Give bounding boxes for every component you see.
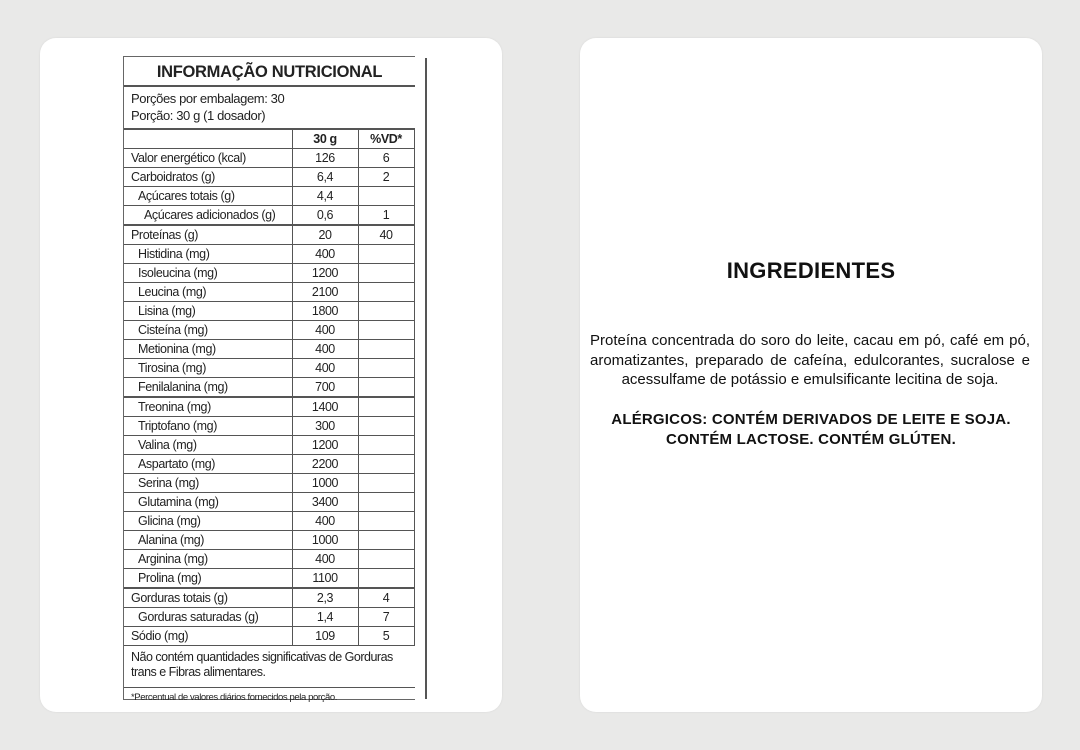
nutrient-daily-value xyxy=(358,474,414,493)
nutrient-daily-value xyxy=(358,378,414,398)
nutrient-daily-value xyxy=(358,436,414,455)
header-amount: 30 g xyxy=(292,130,358,149)
nutrient-daily-value xyxy=(358,550,414,569)
nutrition-table xyxy=(124,130,415,646)
nutrient-amount: 2100 xyxy=(292,283,358,302)
nutrient-name: Triptofano (mg) xyxy=(124,417,292,436)
table-row xyxy=(124,417,414,436)
nutrient-name: Serina (mg) xyxy=(124,474,292,493)
nutrient-daily-value xyxy=(358,264,414,283)
allergen-warning: ALÉRGICOS: CONTÉM DERIVADOS DE LEITE E SOJA. CONTÉM LACTOSE. CONTÉM GLÚTEN. xyxy=(611,411,1011,448)
nutrient-name: Tirosina (mg) xyxy=(124,359,292,378)
nutrient-name: Prolina (mg) xyxy=(124,569,292,589)
table-row xyxy=(124,531,414,550)
nutrient-daily-value xyxy=(358,493,414,512)
nutrient-name: Valina (mg) xyxy=(124,436,292,455)
nutrient-name: Lisina (mg) xyxy=(124,302,292,321)
nutrient-amount: 20 xyxy=(292,225,358,245)
nutrient-name: Gorduras saturadas (g) xyxy=(124,608,292,627)
daily-value-note: *Percentual de valores diários fornecidos pela porção. xyxy=(131,692,338,703)
nutrient-name: Arginina (mg) xyxy=(124,550,292,569)
table-row xyxy=(124,264,414,283)
nutrient-amount: 4,4 xyxy=(292,187,358,206)
header-daily-value: %VD* xyxy=(358,130,414,149)
nutrient-amount: 1400 xyxy=(292,397,358,417)
table-row xyxy=(124,149,414,168)
table-row xyxy=(124,512,414,531)
nutrient-amount: 1100 xyxy=(292,569,358,589)
nutrient-amount: 700 xyxy=(292,378,358,398)
table-header-row xyxy=(124,130,414,149)
table-row xyxy=(124,474,414,493)
nutrient-name: Cisteína (mg) xyxy=(124,321,292,340)
nutrient-name: Metionina (mg) xyxy=(124,340,292,359)
nutrient-daily-value: 2 xyxy=(358,168,414,187)
ingredients-title: INGREDIENTES xyxy=(726,258,896,283)
nutrition-title: INFORMAÇÃO NUTRICIONAL xyxy=(124,57,415,87)
nutrient-amount: 3400 xyxy=(292,493,358,512)
nutrient-amount: 2,3 xyxy=(292,588,358,608)
nutrient-name: Alanina (mg) xyxy=(124,531,292,550)
nutrient-daily-value xyxy=(358,455,414,474)
nutrient-amount: 6,4 xyxy=(292,168,358,187)
nutrient-name: Glicina (mg) xyxy=(124,512,292,531)
servings-per-package: Porções por embalagem: 30 xyxy=(131,91,285,106)
nutrient-name: Aspartato (mg) xyxy=(124,455,292,474)
nutrient-amount: 1000 xyxy=(292,474,358,493)
table-row xyxy=(124,283,414,302)
serving-size: Porção: 30 g (1 dosador) xyxy=(131,108,266,123)
nutrient-name: Proteínas (g) xyxy=(124,225,292,245)
nutrient-daily-value xyxy=(358,417,414,436)
nutrient-name: Carboidratos (g) xyxy=(124,168,292,187)
nutrient-name: Histidina (mg) xyxy=(124,245,292,264)
table-row xyxy=(124,397,414,417)
table-row xyxy=(124,627,414,646)
table-row xyxy=(124,206,414,226)
nutrient-name: Fenilalanina (mg) xyxy=(124,378,292,398)
nutrient-daily-value: 6 xyxy=(358,149,414,168)
nutrient-amount: 400 xyxy=(292,340,358,359)
nutrient-amount: 1800 xyxy=(292,302,358,321)
nutrient-name: Valor energético (kcal) xyxy=(124,149,292,168)
nutrient-name: Glutamina (mg) xyxy=(124,493,292,512)
table-row xyxy=(124,225,414,245)
table-row xyxy=(124,359,414,378)
table-row xyxy=(124,245,414,264)
nutrient-name: Açúcares adicionados (g) xyxy=(124,206,292,226)
nutrient-daily-value xyxy=(358,569,414,589)
nutrient-amount: 126 xyxy=(292,149,358,168)
nutrient-amount: 400 xyxy=(292,321,358,340)
ingredients-text: Proteína concentrada do soro do leite, cacau em pó, café em pó, aromatizantes, preparado de cafeína, edulcorantes, sucralose e acessulfame de potássio e emulsificante lecitina de soja. xyxy=(590,332,1030,388)
nutrient-amount: 400 xyxy=(292,550,358,569)
table-row xyxy=(124,436,414,455)
nutrient-daily-value xyxy=(358,512,414,531)
nutrient-amount: 400 xyxy=(292,359,358,378)
nutrient-daily-value xyxy=(358,302,414,321)
nutrient-amount: 400 xyxy=(292,512,358,531)
table-row xyxy=(124,588,414,608)
nutrient-daily-value: 40 xyxy=(358,225,414,245)
nutrient-name: Sódio (mg) xyxy=(124,627,292,646)
nutrient-amount: 400 xyxy=(292,245,358,264)
nutrient-daily-value xyxy=(358,187,414,206)
header-blank xyxy=(124,130,292,149)
nutrition-facts-label xyxy=(123,56,415,703)
table-row xyxy=(124,608,414,627)
nutrient-amount: 300 xyxy=(292,417,358,436)
ingredients-card xyxy=(580,38,1042,712)
nutrient-amount: 1000 xyxy=(292,531,358,550)
nutrient-daily-value xyxy=(358,397,414,417)
nutrient-amount: 109 xyxy=(292,627,358,646)
nutrient-name: Isoleucina (mg) xyxy=(124,264,292,283)
nutrient-daily-value: 5 xyxy=(358,627,414,646)
nutrient-amount: 1200 xyxy=(292,436,358,455)
table-row xyxy=(124,378,414,398)
nutrient-amount: 1200 xyxy=(292,264,358,283)
table-row xyxy=(124,321,414,340)
nutrient-name: Gorduras totais (g) xyxy=(124,588,292,608)
nutrient-daily-value: 7 xyxy=(358,608,414,627)
nutrient-daily-value: 4 xyxy=(358,588,414,608)
nutrient-daily-value xyxy=(358,531,414,550)
table-row xyxy=(124,340,414,359)
label-right-border xyxy=(425,58,427,699)
nutrient-name: Treonina (mg) xyxy=(124,397,292,417)
nutrient-daily-value xyxy=(358,359,414,378)
nutrient-daily-value: 1 xyxy=(358,206,414,226)
nutrient-amount: 2200 xyxy=(292,455,358,474)
nutrient-name: Leucina (mg) xyxy=(124,283,292,302)
table-row xyxy=(124,302,414,321)
table-row xyxy=(124,569,414,589)
nutrient-daily-value xyxy=(358,245,414,264)
nutrient-daily-value xyxy=(358,340,414,359)
nutrition-footnote: Não contém quantidades significativas de Gorduras trans e Fibras alimentares. xyxy=(124,646,415,688)
nutrient-daily-value xyxy=(358,283,414,302)
nutrient-name: Açúcares totais (g) xyxy=(124,187,292,206)
table-row xyxy=(124,455,414,474)
nutrient-amount: 0,6 xyxy=(292,206,358,226)
table-row xyxy=(124,168,414,187)
serving-info xyxy=(124,87,415,130)
nutrition-card xyxy=(40,38,502,712)
table-row xyxy=(124,550,414,569)
nutrient-amount: 1,4 xyxy=(292,608,358,627)
table-row xyxy=(124,493,414,512)
table-row xyxy=(124,187,414,206)
nutrient-daily-value xyxy=(358,321,414,340)
